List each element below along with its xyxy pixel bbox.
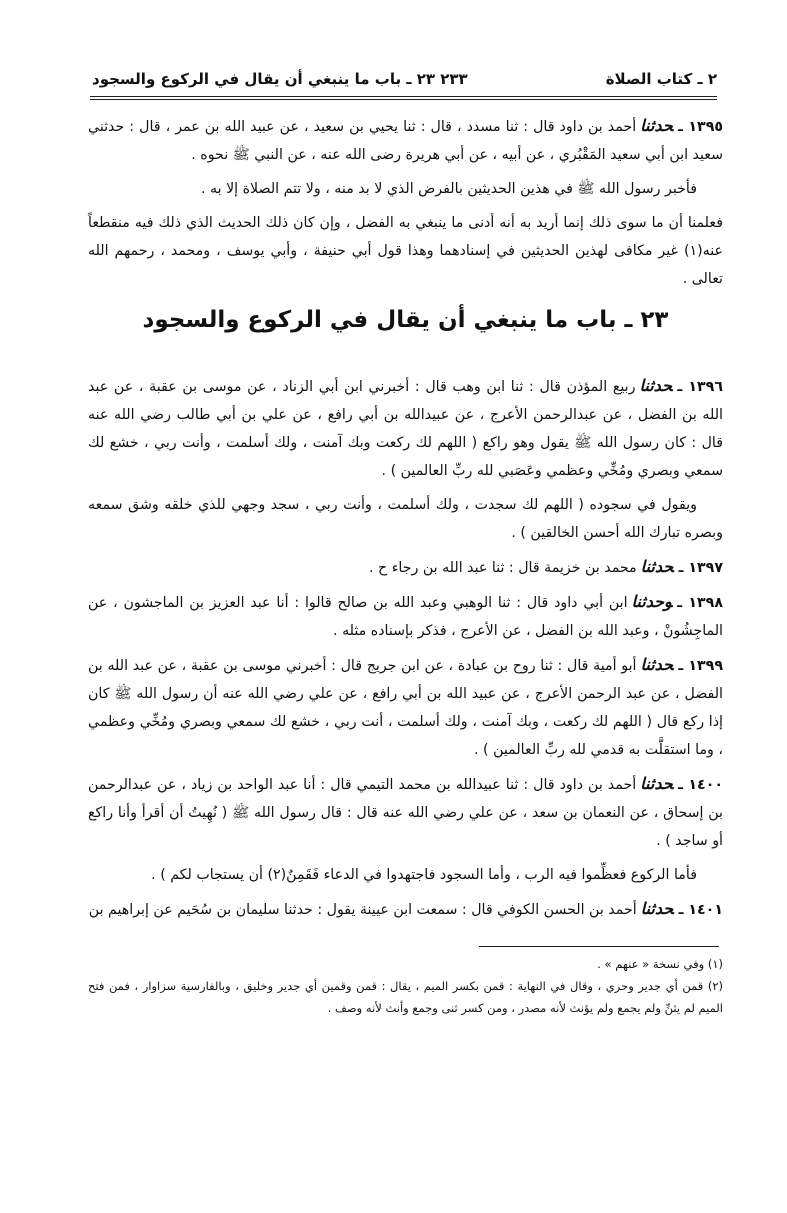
hadith-1396 xyxy=(88,372,723,485)
hadith-1400 xyxy=(88,770,723,855)
hadith-1397 xyxy=(88,553,723,582)
footnote-1: (١) وفي نسخة « عنهم » . xyxy=(597,957,723,971)
hadith-continuation: فأما الركوع فعظِّموا فيه الرب ، وأما السجود فاجتهدوا في الدعاء فَقَمِنٌ(٢) أن يستجاب لكم ) . xyxy=(151,867,697,883)
hadith-text: أحمد بن داود قال : ثنا مسدد ، قال : ثنا يحيي بن سعيد ، عن عبيد الله بن عمر ، قال : حدثني سعيد ابن أبي سعيد المَقْبُري ، عن أبيه ، عن أبي هريرة رضى الله عنه ، عن النبي ﷺ نحوه . xyxy=(88,119,723,163)
hadith-keyword: حدثنا xyxy=(639,376,673,395)
hadith-keyword: حدثنا xyxy=(640,899,674,918)
hadith-text: ربيع المؤذن قال : ثنا ابن وهب قال : أخبرني ابن أبي الزناد ، عن موسى بن عقبة ، عن عبد الله بن الفضل ، عن عبدالرحمن الأعرج ، عن عبيدالله بن أبي رافع ، عن علي بن أبي طالب رضي الله عنه قال : كان رسول الله ﷺ يقول وهو راكع ( اللهم لك ركعت وبك آمنت ، ولك أسلمت ، وأنت ربي ، خشع لك سمعي وبصري ومُخِّي وعظمي وعَصَبي لله ربِّ العالمين ) . xyxy=(88,379,723,479)
header-divider xyxy=(90,96,717,97)
hadith-text: أبو أمية قال : ثنا روح بن عبادة ، عن ابن جريج قال : أخبرني موسى بن عقبة ، عن عبد الله بن الفضل ، عن عبد الرحمن الأعرج ، عن عبيد الله بن أبي رافع ، عن علي رضي الله عنه أن رسول الله ﷺ كان إذا ركع قال ( اللهم لك ركعت ، وبك آمنت ، ولك أسلمت ، أنت ربي ، خشع لك سمعي وبصري ومُخِّي وعظمي ، وما استقلَّت به قدمي لله ربِّ العالمين ) . xyxy=(88,658,723,758)
footnote-divider xyxy=(479,946,719,947)
hadith-number: ١٤٠٠ ـ xyxy=(678,777,724,793)
chapter-title: ٢٣ ـ باب ما ينبغي أن يقال في الركوع والسجود xyxy=(142,307,669,333)
hadith-continuation: ويقول في سجوده ( اللهم لك سجدت ، ولك أسلمت ، وأنت ربي ، سجد وجهي للذي خلقه وشق سمعه وبصره تبارك الله أحسن الخالقين ) . xyxy=(88,497,723,541)
hadith-1399 xyxy=(88,651,723,764)
hadith-text: محمد بن خزيمة قال : ثنا عبد الله بن رجاء ح . xyxy=(369,560,637,576)
hadith-text: ابن أبي داود قال : ثنا الوهبي وعبد الله بن صالح قالوا : أنا عبد العزيز بن الماجشون ، عن الماجِشُونْ ، وعبد الله بن الفضل ، عن الأعرج ، فذكر بإسناده مثله . xyxy=(88,595,723,639)
hadith-number: ١٣٩٨ ـ xyxy=(677,595,723,611)
header-divider-thin xyxy=(90,99,717,100)
commentary-paragraph: فعلمنا أن ما سوى ذلك إنما أريد به أنه أدنى ما ينبغي به الفضل ، وإن كان ذلك الحديث الذي ذلك فيه منقطعاً عنه(١) غير مكافى لهذين الحديثين في إسنادهما وهذا قول أبي حنيفة ، وأبي يوسف ، ومحمد ، رحمهم الله تعالى . xyxy=(88,215,723,287)
header-book-title: ٢ ـ كتاب الصلاة xyxy=(605,70,717,88)
header-chapter-title: ٢٣٣ ٢٣ ـ باب ما ينبغي أن يقال في الركوع والسجود xyxy=(92,70,468,88)
hadith-keyword: حدثنا xyxy=(640,557,674,576)
hadith-list xyxy=(88,372,723,930)
hadith-number: ١٣٩٩ ـ xyxy=(678,658,723,674)
running-header xyxy=(92,64,717,94)
hadith-number: ١٣٩٧ ـ xyxy=(678,560,723,576)
top-text-block xyxy=(88,112,723,293)
hadith-1401 xyxy=(88,895,723,924)
footnotes xyxy=(88,953,723,1019)
hadith-number: ١٣٩٥ ـ xyxy=(678,119,724,135)
hadith-text: أحمد بن الحسن الكوفي قال : سمعت ابن عيينة يقول : حدثنا سليمان بن سُحَيم عن إبراهيم بن xyxy=(88,902,637,918)
hadith-number: ١٤٠١ ـ xyxy=(678,902,723,918)
hadith-number: ١٣٩٦ ـ xyxy=(677,379,723,395)
commentary-paragraph: فأخبر رسول الله ﷺ في هذين الحديثين بالفرض الذي لا بد منه ، ولا تتم الصلاة إلا به . xyxy=(200,181,697,197)
hadith-keyword: حدثنا xyxy=(640,655,674,674)
hadith-keyword: حدثنا xyxy=(640,774,674,793)
hadith-1398 xyxy=(88,588,723,645)
hadith-keyword: حدثنا xyxy=(640,116,674,135)
hadith-1395 xyxy=(88,112,723,169)
footnote-2: (٢) قمن أي جدير وحري ، وقال في النهاية : قمن بكسر الميم ، يقال : قمن وقمين أي جدير وخليق ، وبالفارسية سزاوار ، فمن فتح الميم لم يثنِّ ولم يجمع ولم يؤنث لأنه مصدر ، ومن كسر ثنى وجمع وأنث لأنه وصف . xyxy=(88,979,723,1015)
hadith-text: أحمد بن داود قال : ثنا عبيدالله بن محمد التيمي قال : أنا عبد الواحد بن زياد ، عن عبدالرحمن بن إسحاق ، عن النعمان بن سعد ، عن علي رضي الله عنه قال : قال رسول الله ﷺ ( نُهِيتُ أن أقرأ وأنا راكع أو ساجد ) . xyxy=(88,777,723,849)
hadith-keyword: وحدثنا xyxy=(631,592,673,611)
